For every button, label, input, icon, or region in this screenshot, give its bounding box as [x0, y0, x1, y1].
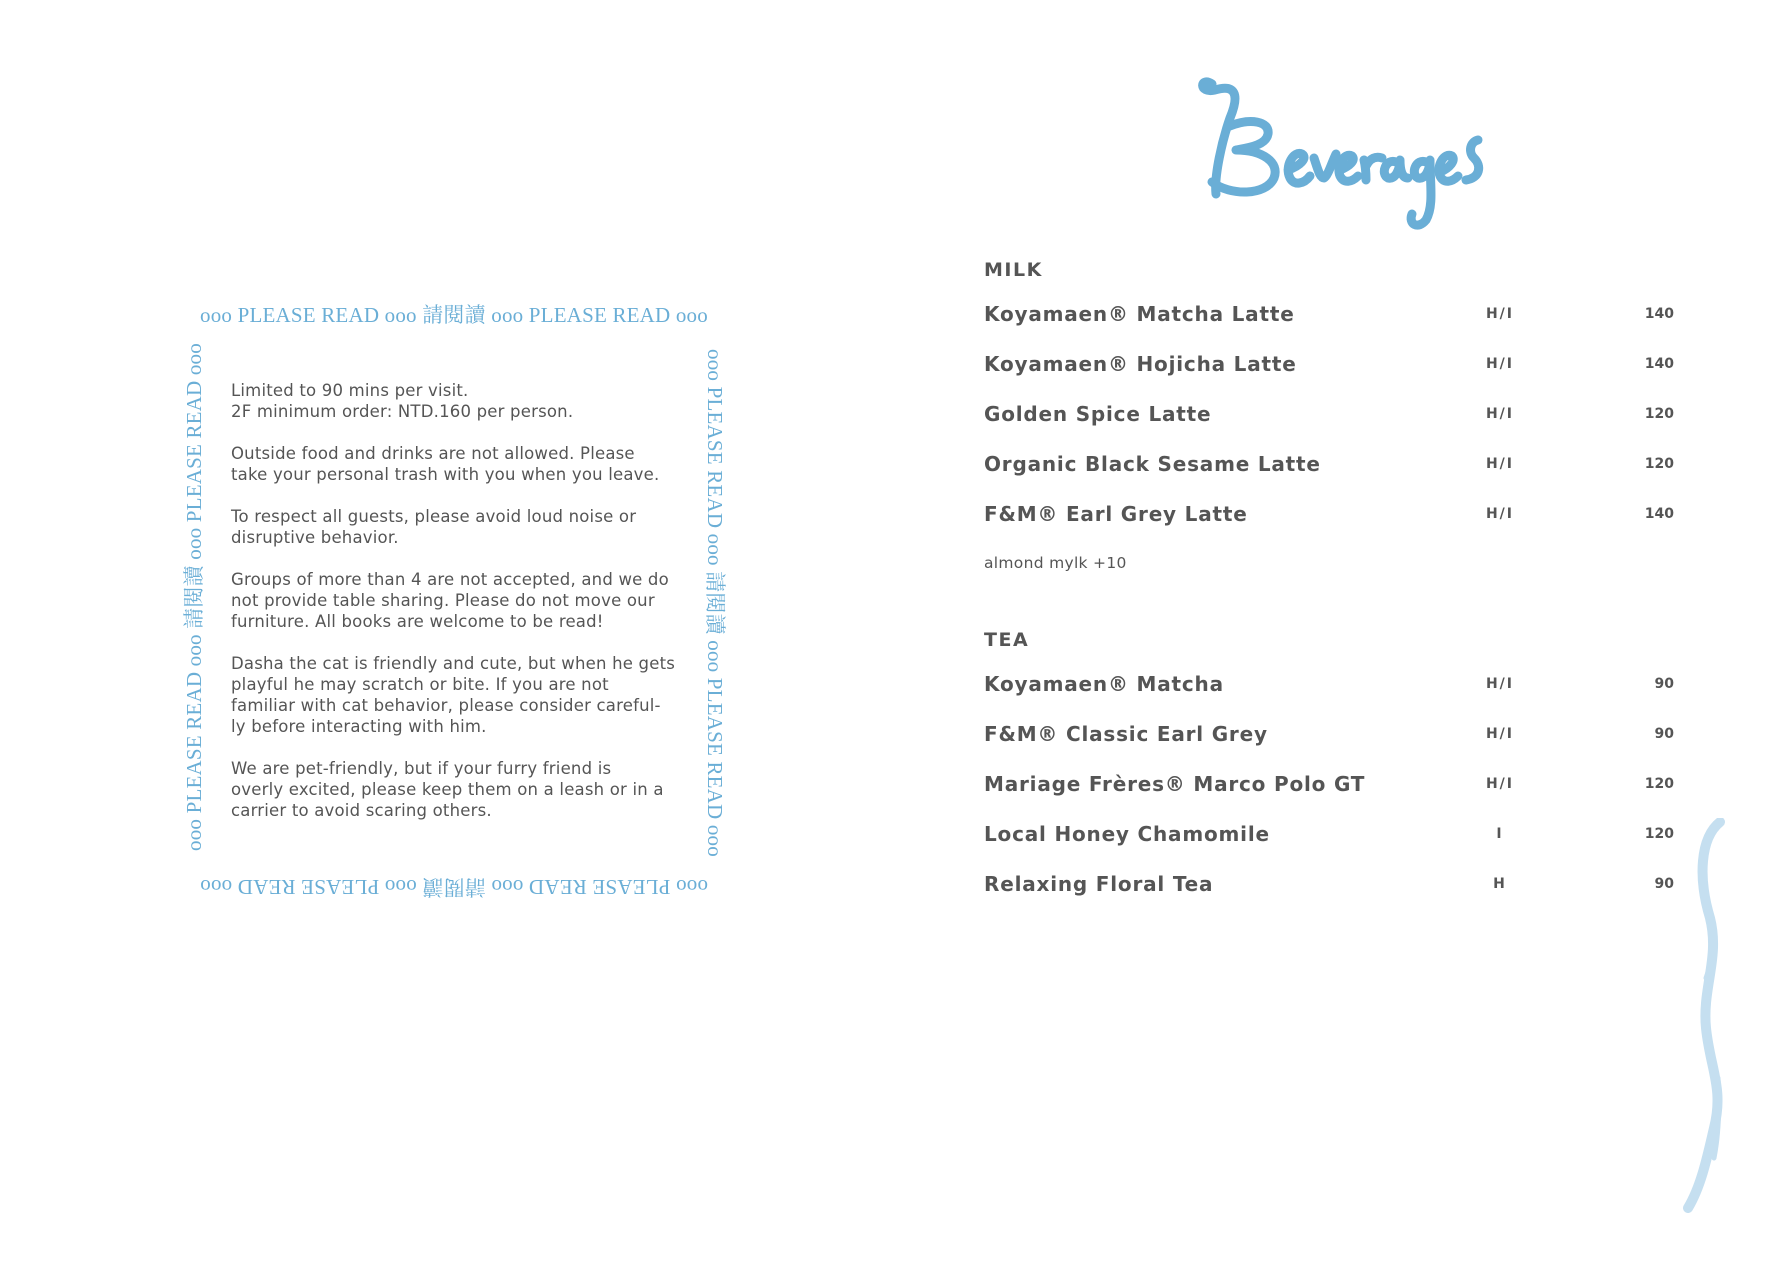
menu-item-temperature: H/I	[1485, 506, 1515, 522]
menu-item-name: Mariage Frères® Marco Polo GT	[984, 772, 1366, 796]
notice-paragraph: Groups of more than 4 are not accepted, and we do not provide table sharing. Please do not move our furniture. All books are welcome to be read!	[231, 570, 669, 631]
menu-item-temperature: H/I	[1485, 356, 1515, 372]
notice-frame-top: ooo PLEASE READ ooo 請閱讀 ooo PLEASE READ ooo	[200, 303, 708, 327]
menu-item-price: 120	[1644, 826, 1674, 842]
menu-item-name: Koyamaen® Matcha	[984, 672, 1224, 696]
menu-item	[984, 772, 1694, 802]
notice-paragraph: Limited to 90 mins per visit. 2F minimum order: NTD.160 per person.	[231, 381, 574, 421]
menu-item-price: 90	[1654, 876, 1674, 892]
decorative-brush-stroke	[1680, 818, 1740, 1213]
menu-item-price: 140	[1644, 306, 1674, 322]
menu-item-price: 90	[1654, 676, 1674, 692]
section-heading-milk: MILK	[984, 259, 1043, 281]
menu-item-price: 90	[1654, 726, 1674, 742]
menu-item	[984, 502, 1694, 532]
menu-item-temperature: H/I	[1485, 776, 1515, 792]
menu-item-temperature: H/I	[1485, 676, 1515, 692]
notice-paragraph: Outside food and drinks are not allowed. Please take your personal trash with you when you leave.	[231, 444, 660, 484]
notice-frame-left: ooo PLEASE READ ooo 請閱讀 ooo PLEASE READ ooo	[182, 343, 206, 851]
notice-frame-bottom: ooo PLEASE READ ooo 請閱讀 ooo PLEASE READ ooo	[200, 875, 708, 899]
notice-paragraph: We are pet-friendly, but if your furry friend is overly excited, please keep them on a leash or in a carrier to avoid scaring others.	[231, 759, 664, 820]
menu-item-name: Koyamaen® Hojicha Latte	[984, 352, 1297, 376]
menu-title-text	[1190, 66, 1490, 236]
menu-item	[984, 402, 1694, 432]
menu-item-name: Golden Spice Latte	[984, 402, 1212, 426]
milk-addon-note: almond mylk +10	[984, 554, 1127, 572]
menu-title	[1190, 66, 1490, 236]
menu-item-name: Relaxing Floral Tea	[984, 872, 1214, 896]
menu-item-temperature: H/I	[1485, 306, 1515, 322]
notice-paragraph: Dasha the cat is friendly and cute, but when he gets playful he may scratch or bite. If you are not familiar with cat behavior, please consider careful- ly before interacting with him.	[231, 654, 676, 736]
menu-item	[984, 302, 1694, 332]
menu-item-name: Koyamaen® Matcha Latte	[984, 302, 1295, 326]
menu-item-price: 120	[1644, 456, 1674, 472]
menu-item-name: Organic Black Sesame Latte	[984, 452, 1321, 476]
menu-item-temperature: I	[1496, 826, 1504, 842]
menu-item-name: F&M® Earl Grey Latte	[984, 502, 1248, 526]
menu-item-price: 120	[1644, 776, 1674, 792]
menu-item-temperature: H/I	[1485, 406, 1515, 422]
notice-paragraph: To respect all guests, please avoid loud noise or disruptive behavior.	[231, 507, 637, 547]
menu-item-price: 120	[1644, 406, 1674, 422]
notice-body	[231, 380, 686, 842]
menu-item-temperature: H/I	[1485, 456, 1515, 472]
menu-item-price: 140	[1644, 506, 1674, 522]
menu-item-temperature: H	[1493, 876, 1507, 892]
menu-item	[984, 672, 1694, 702]
menu-item-name: Local Honey Chamomile	[984, 822, 1270, 846]
menu-item-name: F&M® Classic Earl Grey	[984, 722, 1268, 746]
menu-item	[984, 352, 1694, 382]
menu-item-price: 140	[1644, 356, 1674, 372]
menu-item	[984, 872, 1694, 902]
section-heading-tea: TEA	[984, 629, 1030, 651]
menu-item	[984, 822, 1694, 852]
menu-item	[984, 722, 1694, 752]
menu-item-temperature: H/I	[1485, 726, 1515, 742]
notice-frame-right: ooo PLEASE READ ooo 請閱讀 ooo PLEASE READ ooo	[703, 349, 727, 857]
menu-item	[984, 452, 1694, 482]
